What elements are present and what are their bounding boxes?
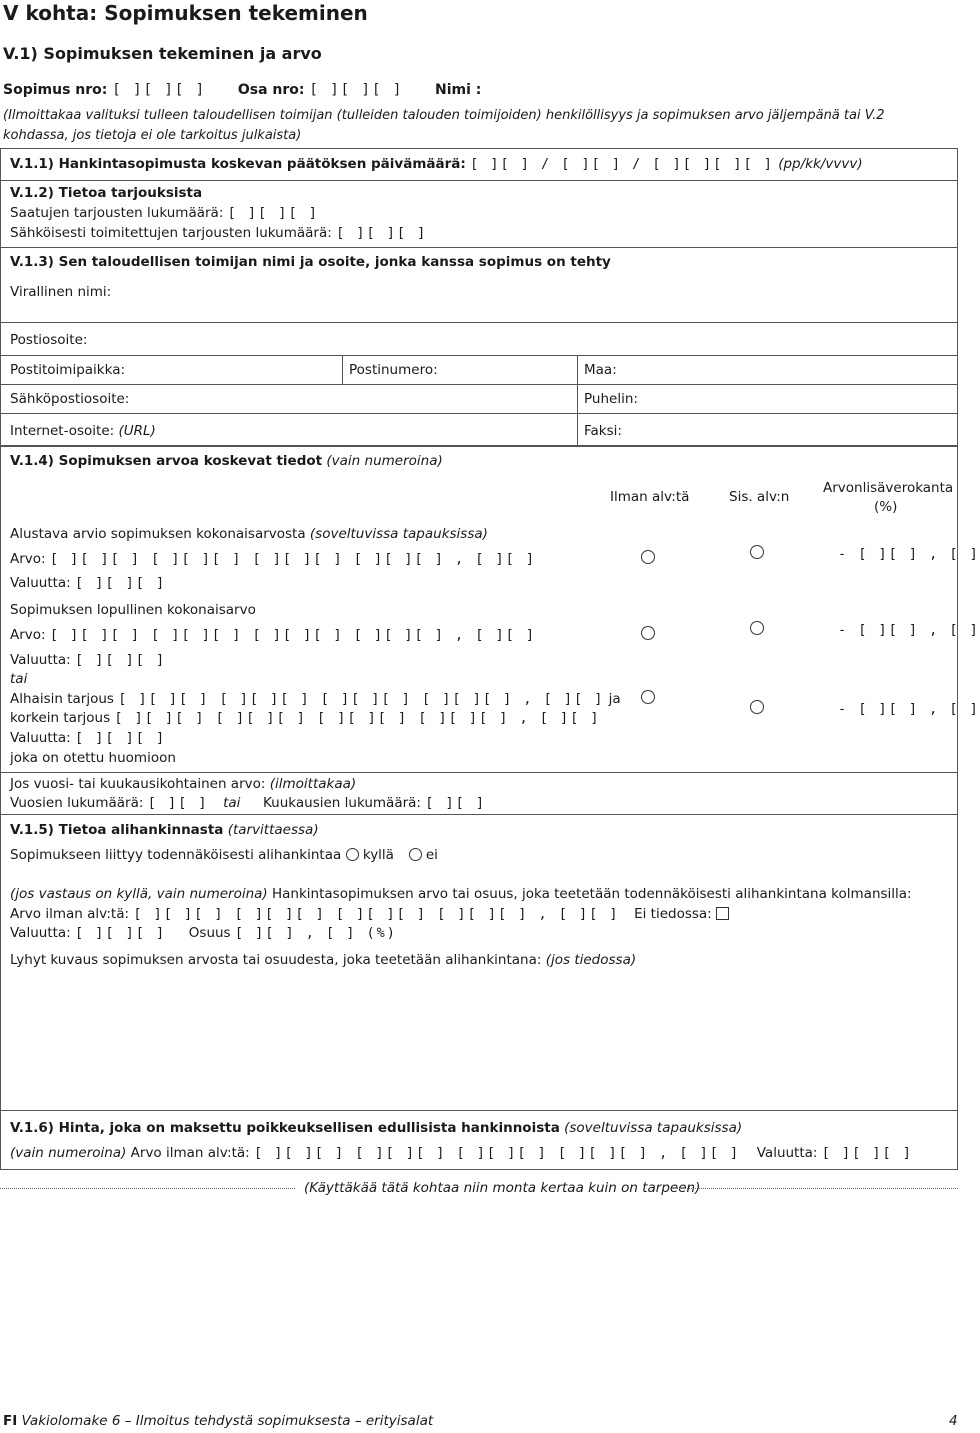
subcontract-yes-radio[interactable] bbox=[346, 848, 359, 861]
v114-title-note: (vain numeroina) bbox=[326, 453, 443, 469]
country-label[interactable]: Maa: bbox=[584, 362, 617, 378]
months-field[interactable]: [ ][ ] bbox=[425, 795, 487, 811]
v115-title-note: (tarvittaessa) bbox=[227, 822, 319, 838]
v111-row bbox=[10, 156, 863, 172]
months-label: Kuukausien lukumäärä: bbox=[263, 795, 421, 811]
share-field[interactable]: [ ][ ] , [ ] (%) bbox=[234, 925, 397, 941]
range-incl-vat-radio[interactable] bbox=[750, 700, 764, 714]
range-vat-rate-field[interactable]: - [ ][ ] , [ ] bbox=[838, 701, 980, 717]
final-vat-rate-field[interactable]: - [ ][ ] , [ ] bbox=[838, 622, 980, 638]
years-label: Vuosien lukumäärä: bbox=[10, 795, 144, 811]
range-currency-label: Valuutta: bbox=[10, 730, 71, 746]
offers-count-field[interactable]: [ ][ ][ ] bbox=[227, 205, 319, 221]
highest-offer-row bbox=[10, 710, 601, 726]
page-number: 4 bbox=[949, 1413, 958, 1429]
subcontract-currency-label: Valuutta: bbox=[10, 925, 71, 941]
periodic-label: Jos vuosi- tai kuukausikohtainen arvo: bbox=[10, 776, 266, 792]
footer-form-name: Vakiolomake 6 – Ilmoitus tehdystä sopimuksesta – erityisalat bbox=[21, 1413, 434, 1429]
short-desc-note: (jos tiedossa) bbox=[545, 952, 637, 968]
electronic-offers-row bbox=[10, 225, 427, 241]
years-months-row bbox=[10, 795, 486, 811]
v116-value-label: Arvo ilman alv:tä: bbox=[130, 1145, 250, 1161]
internet-label: Internet-osoite: bbox=[10, 423, 115, 439]
repeat-note: (Käyttäkää tätä kohtaa niin monta kertaa kuin on tarpeen) bbox=[304, 1180, 701, 1196]
v116-numbers-note: (vain numeroina) bbox=[10, 1145, 127, 1161]
if-yes-note: (jos vastaus on kyllä, vain numeroina) bbox=[10, 886, 268, 902]
if-yes-text: Hankintasopimuksen arvo tai osuus, joka teetetään todennäköisesti alihankintana kolmansilla: bbox=[272, 886, 912, 902]
privacy-note: (Ilmoittakaa valituksi tulleen taloudellisen toimijan (tulleiden talouden toimijoiden) henkilöllisyys ja sopimuksen arvo jäljempänä tai V.2 kohdassa, jos tietoja ei ole tarkoitus julkaista) bbox=[3, 108, 885, 143]
short-desc-label: Lyhyt kuvaus sopimuksen arvosta tai osuudesta, joka teetetään alihankintana: bbox=[10, 952, 542, 968]
electronic-offers-field[interactable]: [ ][ ][ ] bbox=[336, 225, 428, 241]
range-currency-field[interactable]: [ ][ ][ ] bbox=[75, 730, 167, 746]
fax-label[interactable]: Faksi: bbox=[584, 423, 622, 439]
initial-currency-field[interactable]: [ ][ ][ ] bbox=[75, 575, 167, 591]
initial-estimate-row bbox=[10, 526, 488, 542]
initial-incl-vat-radio[interactable] bbox=[750, 545, 764, 559]
lowest-offer-field[interactable]: [ ][ ][ ] [ ][ ][ ] [ ][ ][ ] [ ][ ][ ] , [ ][ ] bbox=[118, 691, 605, 707]
final-incl-vat-radio[interactable] bbox=[750, 621, 764, 635]
final-currency-field[interactable]: [ ][ ][ ] bbox=[75, 652, 167, 668]
col-vat-rate: Arvonlisäverokanta bbox=[823, 480, 954, 496]
share-label: Osuus bbox=[188, 925, 231, 941]
and-text: ja bbox=[608, 691, 621, 707]
contract-line bbox=[3, 82, 481, 98]
if-yes-row bbox=[10, 886, 912, 902]
v116-title-note: (soveltuvissa tapauksissa) bbox=[564, 1120, 743, 1136]
subsection-title: V.1) Sopimuksen tekeminen ja arvo bbox=[3, 44, 322, 63]
initial-currency-row bbox=[10, 575, 166, 591]
subcontract-value-field[interactable]: [ ][ ][ ] [ ][ ][ ] [ ][ ][ ] [ ][ ][ ] , [ ][ ] bbox=[133, 906, 620, 922]
final-value-label-arvo: Arvo: bbox=[10, 627, 46, 643]
v115-title: V.1.5) Tietoa alihankinnasta bbox=[10, 822, 224, 838]
decision-date-field[interactable]: [ ][ ] / [ ][ ] / [ ][ ][ ][ ] bbox=[470, 156, 774, 172]
subcontract-currency-row bbox=[10, 925, 397, 941]
periodic-note: (ilmoittakaa) bbox=[269, 776, 357, 792]
v112-title: V.1.2) Tietoa tarjouksista bbox=[10, 185, 203, 201]
name-label: Nimi : bbox=[435, 82, 482, 98]
years-field[interactable]: [ ][ ] bbox=[147, 795, 209, 811]
offers-row bbox=[10, 205, 319, 221]
subcontract-question: Sopimukseen liittyy todennäköisesti alihankintaa bbox=[10, 847, 342, 863]
col-incl-vat: Sis. alv:n bbox=[729, 489, 790, 505]
final-excl-vat-radio[interactable] bbox=[641, 626, 655, 640]
internet-row[interactable] bbox=[10, 423, 156, 439]
subcontract-value-row bbox=[10, 906, 729, 922]
postal-code-label[interactable]: Postinumero: bbox=[349, 362, 438, 378]
initial-currency-label: Valuutta: bbox=[10, 575, 71, 591]
lowest-offer-label: Alhaisin tarjous bbox=[10, 691, 114, 707]
subcontract-value-label: Arvo ilman alv:tä: bbox=[10, 906, 130, 922]
subcontract-no-radio[interactable] bbox=[409, 848, 422, 861]
considered-text: joka on otettu huomioon bbox=[10, 750, 176, 766]
final-value-label: Sopimuksen lopullinen kokonaisarvo bbox=[10, 602, 256, 618]
initial-value-row bbox=[10, 551, 536, 567]
town-label[interactable]: Postitoimipaikka: bbox=[10, 362, 126, 378]
dotted-rule-left bbox=[0, 1188, 295, 1189]
final-currency-label: Valuutta: bbox=[10, 652, 71, 668]
range-excl-vat-radio[interactable] bbox=[641, 690, 655, 704]
footer-lang: FI bbox=[3, 1413, 18, 1429]
dotted-rule-right bbox=[673, 1188, 958, 1189]
unknown-checkbox[interactable] bbox=[716, 907, 729, 920]
phone-label[interactable]: Puhelin: bbox=[584, 391, 638, 407]
v114-title-row bbox=[10, 453, 443, 469]
v113-title: V.1.3) Sen taloudellisen toimijan nimi ja osoite, jonka kanssa sopimus on tehty bbox=[10, 254, 611, 270]
periodic-row bbox=[10, 776, 356, 792]
v116-value-row bbox=[10, 1145, 913, 1161]
offers-label: Saatujen tarjousten lukumäärä: bbox=[10, 205, 224, 221]
v114-title: V.1.4) Sopimuksen arvoa koskevat tiedot bbox=[10, 453, 323, 469]
lowest-offer-row bbox=[10, 691, 621, 707]
or-text-periodic: tai bbox=[223, 795, 241, 811]
contract-no-label: Sopimus nro: bbox=[3, 82, 108, 98]
date-format: (pp/kk/vvvv) bbox=[778, 156, 863, 172]
highest-offer-field[interactable]: [ ][ ][ ] [ ][ ][ ] [ ][ ][ ] [ ][ ][ ] , [ ][ ] bbox=[114, 710, 601, 726]
subcontract-no-label: ei bbox=[425, 847, 438, 863]
v116-currency-field[interactable]: [ ][ ][ ] bbox=[821, 1145, 913, 1161]
v116-currency-label: Valuutta: bbox=[756, 1145, 818, 1161]
short-desc-row[interactable] bbox=[10, 952, 636, 968]
section-title: V kohta: Sopimuksen tekeminen bbox=[3, 1, 368, 25]
range-currency-row bbox=[10, 730, 166, 746]
final-value-field[interactable]: [ ][ ][ ] [ ][ ][ ] [ ][ ][ ] [ ][ ][ ] , [ ][ ] bbox=[49, 627, 537, 643]
initial-estimate-note: (soveltuvissa tapauksissa) bbox=[309, 526, 488, 542]
unknown-label: Ei tiedossa: bbox=[634, 906, 712, 922]
col-excl-vat: Ilman alv:tä bbox=[610, 489, 690, 505]
subcontract-row bbox=[10, 847, 438, 863]
highest-offer-label: korkein tarjous bbox=[10, 710, 111, 726]
v115-title-row bbox=[10, 822, 319, 838]
or-text: tai bbox=[10, 671, 28, 687]
email-label[interactable]: Sähköpostiosoite: bbox=[10, 391, 130, 407]
initial-value-label: Arvo: bbox=[10, 551, 46, 567]
v116-title: V.1.6) Hinta, joka on maksettu poikkeuksellisen edullisista hankinnoista bbox=[10, 1120, 560, 1136]
col-vat-rate-unit: (%) bbox=[874, 499, 898, 515]
final-value-row bbox=[10, 627, 536, 643]
subcontract-currency-field[interactable]: [ ][ ][ ] bbox=[75, 925, 167, 941]
footer bbox=[3, 1413, 433, 1429]
lot-no-field[interactable]: [ ][ ][ ] bbox=[309, 82, 404, 98]
v111-label: V.1.1) Hankintasopimusta koskevan päätöksen päivämäärä: bbox=[10, 156, 466, 172]
v116-title-row bbox=[10, 1120, 742, 1136]
initial-value-field[interactable]: [ ][ ][ ] [ ][ ][ ] [ ][ ][ ] [ ][ ][ ] , [ ][ ] bbox=[49, 551, 537, 567]
v116-value-field[interactable]: [ ][ ][ ] [ ][ ][ ] [ ][ ][ ] [ ][ ][ ] , [ ][ ] bbox=[254, 1145, 741, 1161]
initial-estimate-label: Alustava arvio sopimuksen kokonaisarvosta bbox=[10, 526, 306, 542]
lot-no-label: Osa nro: bbox=[237, 82, 305, 98]
url-note: (URL) bbox=[118, 423, 156, 439]
contract-no-field[interactable]: [ ][ ][ ] bbox=[112, 82, 207, 98]
final-currency-row bbox=[10, 652, 166, 668]
subcontract-yes-label: kyllä bbox=[362, 847, 394, 863]
initial-excl-vat-radio[interactable] bbox=[641, 550, 655, 564]
electronic-offers-label: Sähköisesti toimitettujen tarjousten lukumäärä: bbox=[10, 225, 332, 241]
official-name-label[interactable]: Virallinen nimi: bbox=[10, 284, 112, 300]
postal-address-label[interactable]: Postiosoite: bbox=[10, 332, 88, 348]
initial-vat-rate-field[interactable]: - [ ][ ] , [ ] bbox=[838, 546, 980, 562]
